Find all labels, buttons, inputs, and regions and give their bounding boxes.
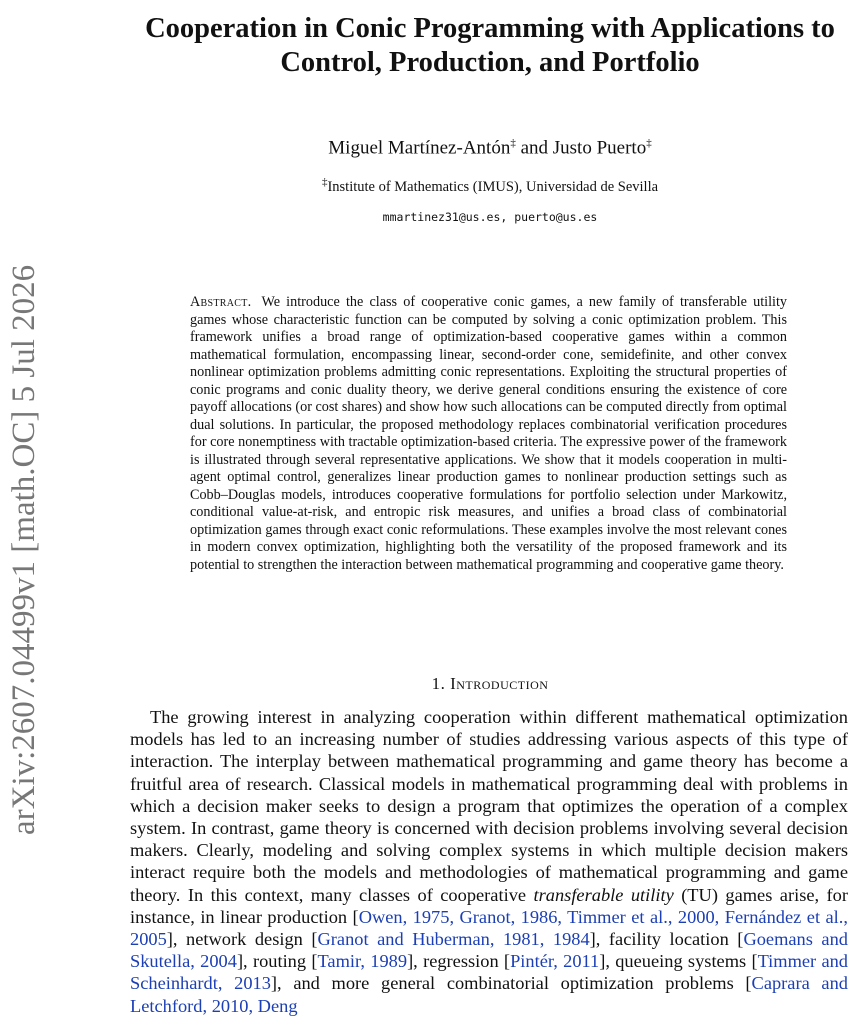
author-connector: and xyxy=(520,137,549,159)
author-line xyxy=(130,137,850,159)
intro-text: ], regression [ xyxy=(407,951,511,972)
citation-link[interactable]: Timmer and Scheinhardt, 2013 xyxy=(130,951,849,994)
intro-text: ], routing [ xyxy=(236,951,318,972)
affiliation xyxy=(130,176,850,196)
citation-link[interactable]: Tamir, 1989 xyxy=(317,951,408,972)
affiliation-mark: ‡ xyxy=(510,137,516,149)
intro-emphasis: transferable utility xyxy=(533,884,674,905)
author-name: Justo Puerto xyxy=(552,137,647,159)
intro-text: ], network design [ xyxy=(166,929,318,950)
citation-link[interactable]: Caprara and Letchford, 2010, Deng xyxy=(130,973,848,1016)
author-emails: mmartinez31@us.es, puerto@us.es xyxy=(382,210,598,224)
citation-link[interactable]: Granot and Huberman, 1981, 1984 xyxy=(317,929,590,950)
section-heading: 1. Introduction xyxy=(431,674,549,693)
citation-link[interactable]: Pintér, 2011 xyxy=(510,951,600,972)
paper-title: Cooperation in Conic Programming with Applications to Control, Production, and Portfolio xyxy=(145,13,835,78)
intro-text: ], facility location [ xyxy=(589,929,744,950)
intro-text: The growing interest in analyzing cooperation within different mathematical optimization models has led to an increasing number of studies addressing various aspects of this type of interaction. The interplay between mathematical programming and game theory has become a fruitful area of research. Classical models in mathematical programming deal with problems in which a decision maker seeks to design a program that optimizes the operation of a complex system. In contrast, game theory is concerned with decision problems involving several decision makers. Clearly, modeling and solving complex systems in which multiple decision makers interact require both the models and methodologies of mathematical programming and game theory. In this context, many classes of cooperative xyxy=(130,707,848,905)
author-name: Miguel Martínez-Antón xyxy=(328,137,511,159)
abstract-label: Abstract. xyxy=(190,294,252,310)
citation-link[interactable]: Owen, 1975, Granot, 1986, Timmer et al., 2000, Fernández et al., 2005 xyxy=(130,906,848,950)
intro-text: ], and more general combinatorial optimization problems [ xyxy=(270,973,752,994)
arxiv-identifier: arXiv:2607.04499v1 [math.OC] 5 Jul 2026 xyxy=(6,264,42,835)
intro-text: ], queueing systems [ xyxy=(599,951,758,972)
citation-link[interactable]: Goemans and Skutella, 2004 xyxy=(130,929,848,972)
affiliation-mark: ‡ xyxy=(321,176,328,188)
abstract xyxy=(190,294,787,574)
affiliation-mark: ‡ xyxy=(646,137,652,149)
intro-text: (TU) games arise, for instance, in linear production [ xyxy=(130,884,848,927)
affiliation-text: Institute of Mathematics (IMUS), Universidad de Sevilla xyxy=(327,178,659,195)
abstract-text: We introduce the class of cooperative conic games, a new family of transferable utility games whose characteristic function can be computed by solving a conic optimization problem. This framework unifies a broad range of optimization-based cooperative games within a common mathematical formulation, encompassing linear, second-order cone, semidefinite, and other convex nonlinear optimization problems admitting conic representations. Exploiting the structural properties of conic programs and conic duality theory, we derive general conditions ensuring the existence of core payoff allocations (or cost shares) and show how such allocations can be computed directly from optimal dual solutions. In particular, the proposed methodology replaces combinatorial verification procedures for core nonemptiness with tractable optimization-based criteria. The expressive power of the framework is illustrated through several representative applications. We show that it models cooperation in multi-agent optimal control, generalizes linear production games to nonlinear production settings such as Cobb–Douglas models, introduces cooperative formulations for portfolio selection under Markowitz, conditional value-at-risk, and entropic risk measures, and unifies a broad class of combinatorial optimization games through exact conic reformulations. These examples involve the most relevant cones in modern convex optimization, highlighting both the versatility of the proposed framework and its potential to strengthen the interaction between mathematical programming and cooperative game theory. xyxy=(190,294,787,573)
introduction-paragraph xyxy=(130,706,848,1017)
